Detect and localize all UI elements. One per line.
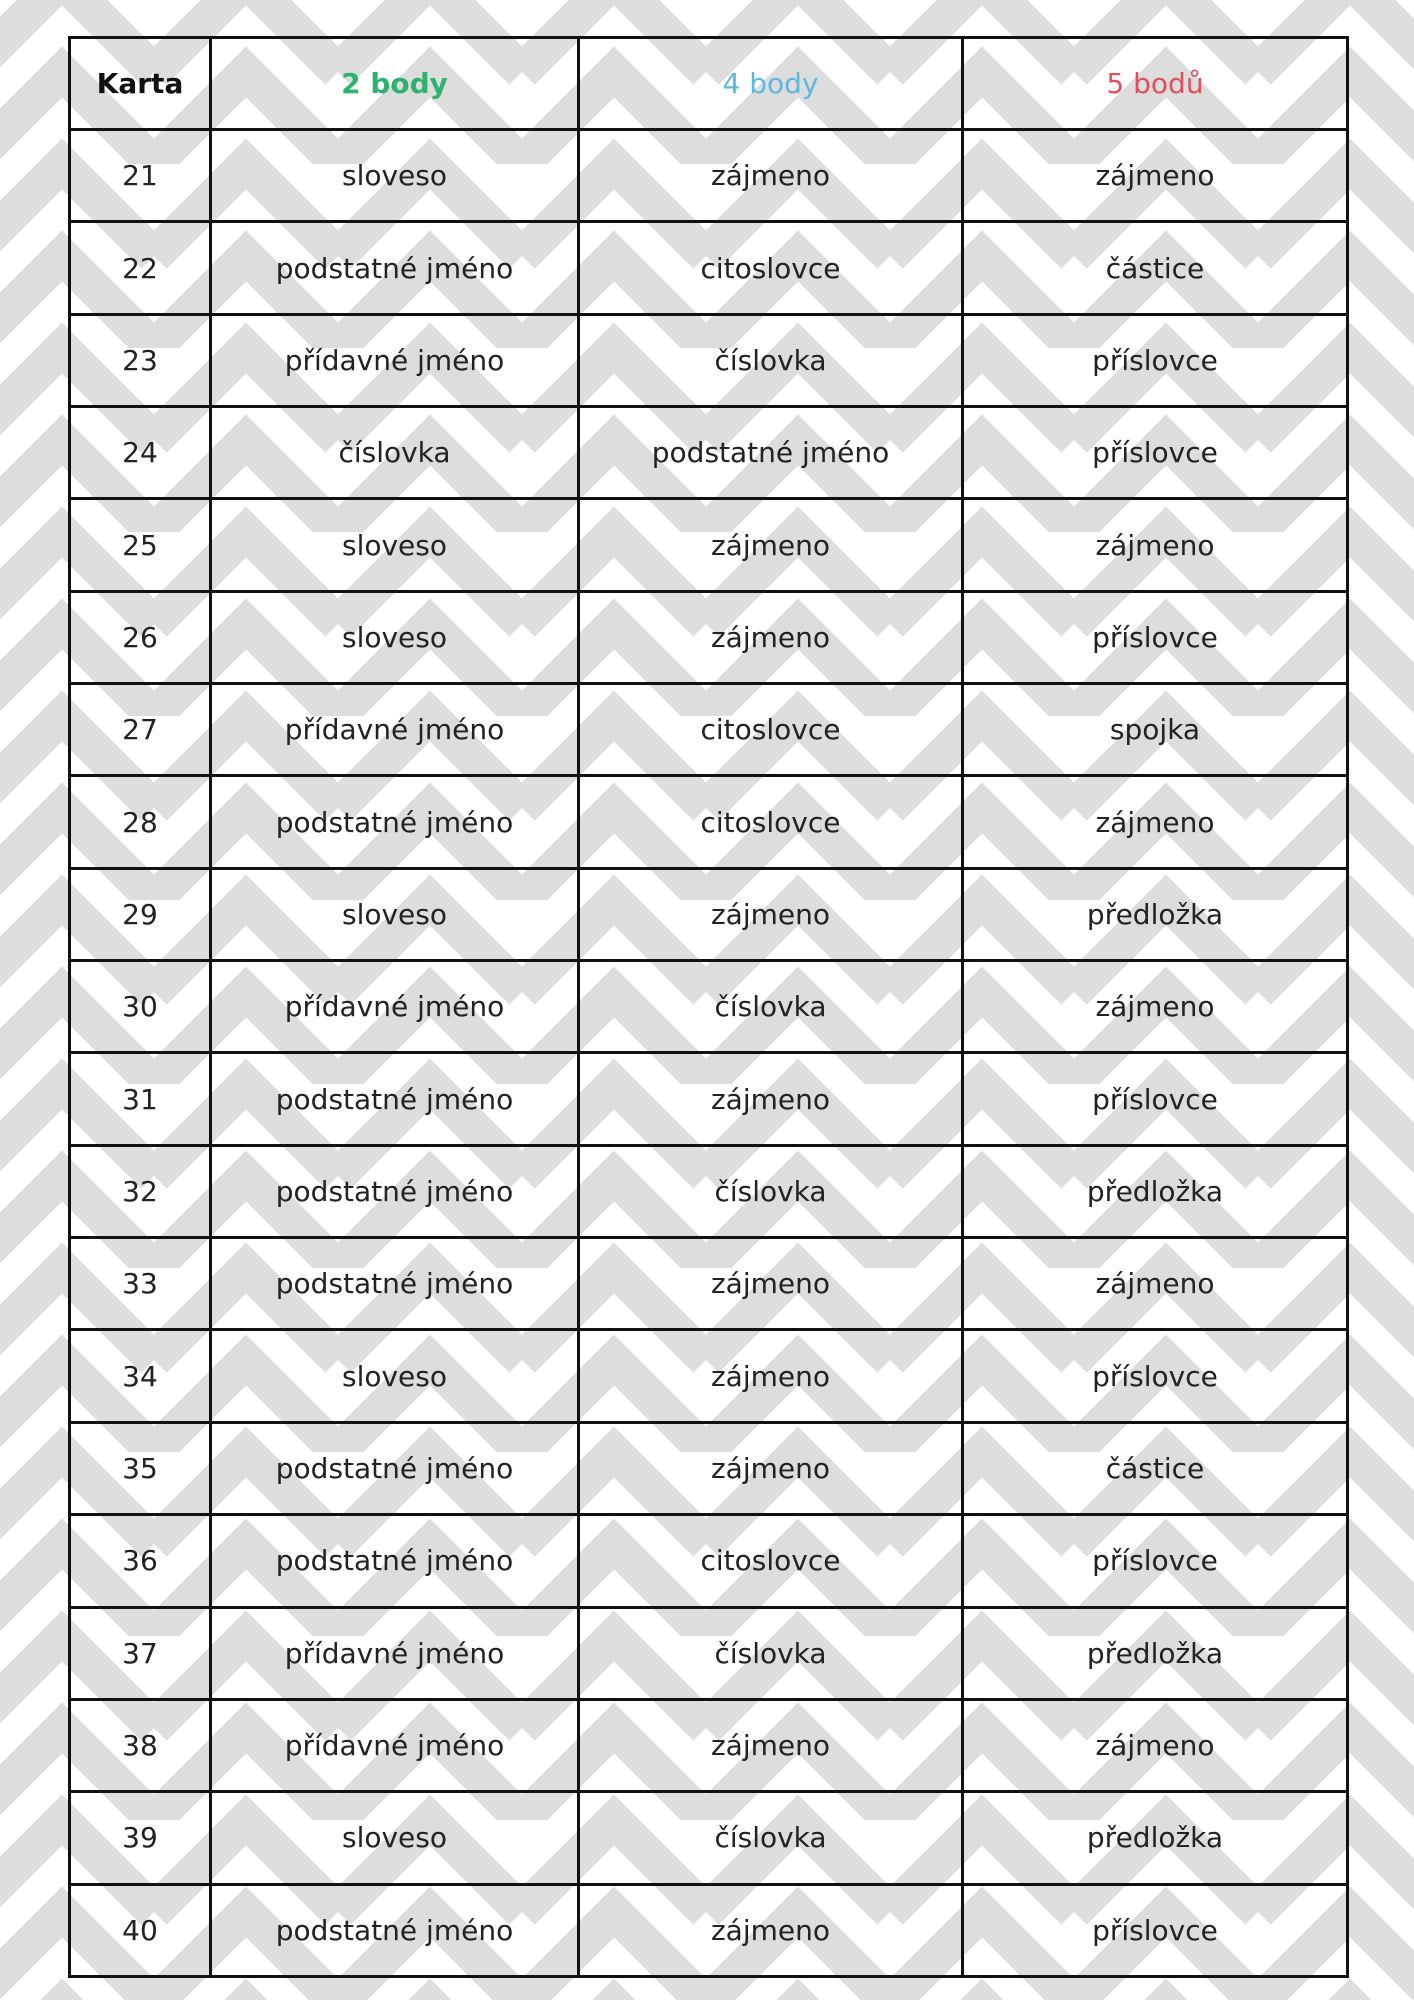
table-row bbox=[70, 1884, 1348, 1976]
cell-4-points: zájmeno bbox=[579, 1884, 963, 1976]
cell-5-points: příslovce bbox=[963, 314, 1348, 406]
cell-5-points: příslovce bbox=[963, 1053, 1348, 1145]
table-row bbox=[70, 1053, 1348, 1145]
card-number: 26 bbox=[70, 591, 211, 683]
cell-4-points: citoslovce bbox=[579, 1515, 963, 1607]
cell-4-points: zájmeno bbox=[579, 868, 963, 960]
cell-5-points: příslovce bbox=[963, 1515, 1348, 1607]
card-number: 39 bbox=[70, 1792, 211, 1884]
table-row bbox=[70, 591, 1348, 683]
cell-5-points: zájmeno bbox=[963, 1699, 1348, 1791]
cell-5-points: zájmeno bbox=[963, 961, 1348, 1053]
table-row bbox=[70, 868, 1348, 960]
card-number: 31 bbox=[70, 1053, 211, 1145]
table-row bbox=[70, 1330, 1348, 1422]
cell-4-points: zájmeno bbox=[579, 1330, 963, 1422]
card-number: 38 bbox=[70, 1699, 211, 1791]
cell-2-points: sloveso bbox=[211, 1330, 579, 1422]
cell-4-points: číslovka bbox=[579, 314, 963, 406]
card-table-sheet bbox=[68, 36, 1346, 1978]
table-row bbox=[70, 776, 1348, 868]
cell-4-points: zájmeno bbox=[579, 1238, 963, 1330]
cell-2-points: podstatné jméno bbox=[211, 222, 579, 314]
cell-2-points: přídavné jméno bbox=[211, 314, 579, 406]
cell-4-points: zájmeno bbox=[579, 1053, 963, 1145]
cell-4-points: citoslovce bbox=[579, 776, 963, 868]
header-4-points: 4 body bbox=[579, 38, 963, 130]
card-number: 28 bbox=[70, 776, 211, 868]
cell-4-points: citoslovce bbox=[579, 222, 963, 314]
header-5-points: 5 bodů bbox=[963, 38, 1348, 130]
cell-2-points: podstatné jméno bbox=[211, 1884, 579, 1976]
table-row bbox=[70, 222, 1348, 314]
table-row bbox=[70, 314, 1348, 406]
card-number: 27 bbox=[70, 684, 211, 776]
header-karta: Karta bbox=[70, 38, 211, 130]
table-row bbox=[70, 1792, 1348, 1884]
table-header-row bbox=[70, 38, 1348, 130]
cell-2-points: sloveso bbox=[211, 1792, 579, 1884]
card-number: 35 bbox=[70, 1422, 211, 1514]
cell-5-points: příslovce bbox=[963, 591, 1348, 683]
table-row bbox=[70, 1238, 1348, 1330]
cell-5-points: zájmeno bbox=[963, 776, 1348, 868]
cell-2-points: podstatné jméno bbox=[211, 1238, 579, 1330]
cell-4-points: číslovka bbox=[579, 1145, 963, 1237]
table-row bbox=[70, 499, 1348, 591]
cell-4-points: zájmeno bbox=[579, 499, 963, 591]
cell-5-points: zájmeno bbox=[963, 130, 1348, 222]
card-number: 37 bbox=[70, 1607, 211, 1699]
card-number: 24 bbox=[70, 407, 211, 499]
cell-4-points: zájmeno bbox=[579, 591, 963, 683]
table-row bbox=[70, 1607, 1348, 1699]
table-row bbox=[70, 1145, 1348, 1237]
cell-4-points: číslovka bbox=[579, 1792, 963, 1884]
cell-2-points: podstatné jméno bbox=[211, 1053, 579, 1145]
table-row bbox=[70, 130, 1348, 222]
cell-4-points: zájmeno bbox=[579, 1422, 963, 1514]
cell-2-points: podstatné jméno bbox=[211, 1145, 579, 1237]
card-number: 30 bbox=[70, 961, 211, 1053]
cell-5-points: předložka bbox=[963, 1607, 1348, 1699]
cell-2-points: přídavné jméno bbox=[211, 1699, 579, 1791]
header-2-points: 2 body bbox=[211, 38, 579, 130]
cell-5-points: částice bbox=[963, 222, 1348, 314]
card-number: 36 bbox=[70, 1515, 211, 1607]
cell-5-points: předložka bbox=[963, 1145, 1348, 1237]
card-number: 34 bbox=[70, 1330, 211, 1422]
cell-2-points: podstatné jméno bbox=[211, 1422, 579, 1514]
cell-4-points: podstatné jméno bbox=[579, 407, 963, 499]
card-number: 25 bbox=[70, 499, 211, 591]
cell-4-points: zájmeno bbox=[579, 130, 963, 222]
cell-5-points: předložka bbox=[963, 1792, 1348, 1884]
cell-5-points: zájmeno bbox=[963, 1238, 1348, 1330]
cell-5-points: předložka bbox=[963, 868, 1348, 960]
cell-5-points: příslovce bbox=[963, 407, 1348, 499]
cell-2-points: podstatné jméno bbox=[211, 776, 579, 868]
cell-2-points: přídavné jméno bbox=[211, 1607, 579, 1699]
card-number: 32 bbox=[70, 1145, 211, 1237]
card-points-table bbox=[68, 36, 1349, 1978]
table-row bbox=[70, 1515, 1348, 1607]
cell-4-points: číslovka bbox=[579, 961, 963, 1053]
cell-5-points: zájmeno bbox=[963, 499, 1348, 591]
table-row bbox=[70, 1699, 1348, 1791]
card-number: 29 bbox=[70, 868, 211, 960]
card-number: 23 bbox=[70, 314, 211, 406]
cell-2-points: číslovka bbox=[211, 407, 579, 499]
card-number: 40 bbox=[70, 1884, 211, 1976]
cell-2-points: sloveso bbox=[211, 591, 579, 683]
table-row bbox=[70, 407, 1348, 499]
cell-2-points: sloveso bbox=[211, 499, 579, 591]
cell-5-points: spojka bbox=[963, 684, 1348, 776]
cell-2-points: sloveso bbox=[211, 868, 579, 960]
table-row bbox=[70, 961, 1348, 1053]
cell-5-points: částice bbox=[963, 1422, 1348, 1514]
table-row bbox=[70, 1422, 1348, 1514]
card-number: 33 bbox=[70, 1238, 211, 1330]
cell-4-points: zájmeno bbox=[579, 1699, 963, 1791]
cell-2-points: přídavné jméno bbox=[211, 684, 579, 776]
cell-5-points: příslovce bbox=[963, 1884, 1348, 1976]
cell-2-points: sloveso bbox=[211, 130, 579, 222]
cell-5-points: příslovce bbox=[963, 1330, 1348, 1422]
card-number: 21 bbox=[70, 130, 211, 222]
cell-4-points: číslovka bbox=[579, 1607, 963, 1699]
cell-2-points: přídavné jméno bbox=[211, 961, 579, 1053]
cell-4-points: citoslovce bbox=[579, 684, 963, 776]
cell-2-points: podstatné jméno bbox=[211, 1515, 579, 1607]
card-number: 22 bbox=[70, 222, 211, 314]
table-row bbox=[70, 684, 1348, 776]
